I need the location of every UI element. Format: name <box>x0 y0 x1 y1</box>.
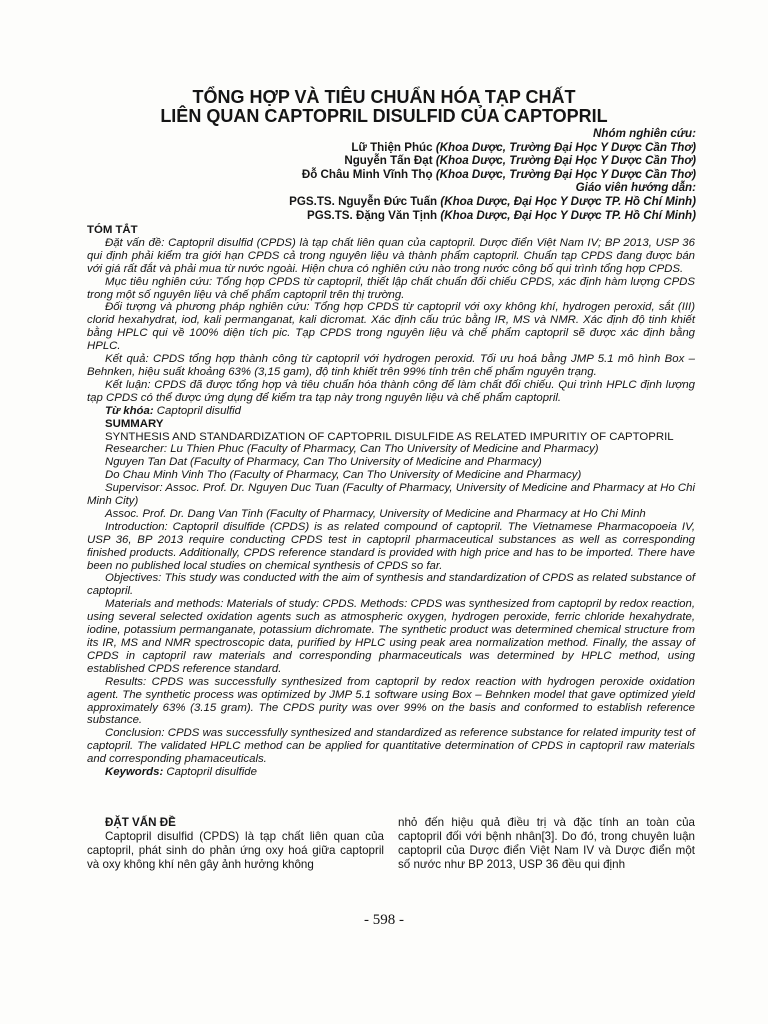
advisor-affiliation: (Khoa Dược, Đại Học Y Dược TP. Hồ Chí Minh) <box>440 194 696 208</box>
en-supervisor-line: Assoc. Prof. Dr. Dang Van Tinh (Faculty of Pharmacy, University of Medicine and Pharmacy at Ho Chi Minh <box>105 507 646 520</box>
en-researcher-line: Researcher: Lu Thien Phuc (Faculty of Pharmacy, Can Tho University of Medicine and Pharmacy) <box>105 443 599 456</box>
body-paragraph-right: nhỏ đến hiệu quả điều trị và đặc tính an toàn của captopril đối với bệnh nhân[3]. Do đó, trong chuyên luận captopril của Dược điển Việt Nam IV và Dược điển một số nước như BP 2013, USP 36 đều qui định <box>398 816 695 871</box>
en-objectives-paragraph: Objectives: This study was conducted with the aim of synthesis and standardization of CPDS as related substance of captopril. <box>87 572 695 598</box>
vn-objective-paragraph: Mục tiêu nghiên cứu: Tổng hợp CPDS từ captopril, thiết lập chất chuẩn đối chiếu CPDS, xác định hàm lượng CPDS trong một số nguyên liệu và chế phẩm captopril trên thị trường. <box>87 275 695 301</box>
author-affiliation: (Khoa Dược, Trường Đại Học Y Dược Cần Thơ) <box>435 154 696 168</box>
en-paper-title: SYNTHESIS AND STANDARDIZATION OF CAPTOPRIL DISULFIDE AS RELATED IMPURITIY OF CAPTOPRIL <box>105 430 674 443</box>
vn-abstract-heading: TÓM TẮT <box>87 224 138 236</box>
en-introduction-paragraph: Introduction: Captopril disulfide (CPDS) is as related compound of captopril. The Vietnamese Pharmacopoeia IV, USP 36, BP 2013 require conducting CPDS test in captopril pharmaceutical substances as well as corresponding finished products. Additionally, CPDS reference standard is provided with high price and has to be imported. There have been no published local studies on chemical synthesis of CPDS so far. <box>87 520 695 572</box>
en-keywords-label: Keywords: <box>105 766 164 779</box>
body-left-column <box>87 816 384 872</box>
en-abstract-heading: SUMMARY <box>105 417 164 430</box>
vn-methods-paragraph: Đối tượng và phương pháp nghiên cứu: Tổng hợp CPDS từ captopril với oxy không khí, hydrogen peroxid, sắt (III) clorid hexahydrat, iod, kali permanganat, kali dicromat. Xác định cấu trúc bằng IR, MS và NMR. Xác định độ tinh khiết bằng HPLC qui về 100% diện tích pic. Tạp CPDS trong nguyên liệu và chế phẩm captopril sẽ được xác định bằng HPLC. <box>87 301 695 353</box>
en-keywords-text: Captopril disulfide <box>163 766 257 779</box>
page-number: - 598 - <box>364 912 404 928</box>
advisor-affiliation: (Khoa Dược, Đại Học Y Dược TP. Hồ Chí Minh) <box>440 208 696 222</box>
vn-keywords-text: Captopril disulfid <box>153 404 242 417</box>
en-keywords <box>87 766 695 779</box>
en-researcher-line: Nguyen Tan Dat (Faculty of Pharmacy, Can Tho University of Medicine and Pharmacy) <box>105 456 542 469</box>
vn-intro-paragraph <box>87 237 695 276</box>
paper-title-line-2: LIÊN QUAN CAPTOPRIL DISULFID CỦA CAPTOPRIL <box>160 106 608 126</box>
author-affiliation: (Khoa Dược, Trường Đại Học Y Dược Cần Thơ) <box>435 140 696 154</box>
en-methods-paragraph: Materials and methods: Materials of study: CPDS. Methods: CPDS was synthesized from captopril by redox reaction, using several selected oxidation agents such as atmospheric oxygen, hydrogen peroxide, ferric chloride hexahydrate, iodine, potassium permanganate, potassium dichromate. The synthetic product was determined chemical structure from its IR, MS and NMR spectroscopic data, purified by HPLC using peak area normalization method. Finally, the assay of CPDS in captopril raw materials and corresponding pharmaceuticals was determined by HPLC method, using established CPDS reference standard. <box>87 598 695 675</box>
body-paragraph-left: Captopril disulfid (CPDS) là tạp chất liên quan của captopril, phát sinh do phản ứng oxy hoá giữa captopril và oxy không khí nên gây ảnh hưởng không <box>87 829 384 871</box>
author-name: Đỗ Châu Minh Vĩnh Thọ <box>301 167 433 181</box>
advisor-name: PGS.TS. Đặng Văn Tịnh <box>306 208 438 222</box>
author-line <box>136 154 696 168</box>
author-block <box>136 127 696 222</box>
advisor-label: Giáo viên hướng dẫn: <box>575 181 696 195</box>
body-columns <box>87 816 695 872</box>
advisor-name: PGS.TS. Nguyễn Đức Tuấn <box>289 194 438 208</box>
vn-conclusion-paragraph: Kết luận: CPDS đã được tổng hợp và tiêu chuẩn hóa thành công để làm chất đối chiếu. Qui trình HPLC định lượng tạp CPDS có thể được ứng dụng để kiểm tra tạp này trong nguyên liệu và chế phẩm captopril. <box>87 378 695 404</box>
author-line <box>136 168 696 182</box>
vn-keywords-label: Từ khóa: <box>105 404 154 417</box>
author-name: Nguyễn Tấn Đạt <box>344 154 433 168</box>
advisor-line <box>136 209 696 223</box>
vn-keywords <box>87 405 695 418</box>
author-name: Lữ Thiện Phúc <box>351 140 433 154</box>
paper-title-line-1: TỔNG HỢP VÀ TIÊU CHUẨN HÓA TẠP CHẤT <box>192 87 576 107</box>
en-researcher-line: Do Chau Minh Vinh Tho (Faculty of Pharmacy, Can Tho University of Medicine and Pharmacy) <box>105 469 582 482</box>
vn-intro-text: Captopril disulfid (CPDS) là tạp chất liên quan của captopril. Dược điển Việt Nam IV; BP 2013, USP 36 qui định phải kiểm tra giới hạn CPDS cả trong nguyên liệu và thành phẩm captopril. Chuẩn tạp CPDS đang được bán với giá rất đắt và phải mua từ nước ngoài. Hiện chưa có nghiên cứu nào trong nước công bố qui trình tổng hợp CPDS. <box>87 236 695 275</box>
research-group-label: Nhóm nghiên cứu: <box>593 127 696 140</box>
abstract-section <box>87 224 695 779</box>
section-heading: ĐẶT VẤN ĐỀ <box>105 816 176 829</box>
advisor-line <box>136 195 696 209</box>
en-results-paragraph: Results: CPDS was successfully synthesized from captopril by redox reaction with hydrogen peroxide oxidation agent. The synthetic process was optimized by JMP 5.1 software using Box – Behnken model that gave optimized yield approximately 63% (3.15 gram). The CPDS purity was over 99% on the basis and conformed to establish reference substance. <box>87 675 695 727</box>
en-conclusion-paragraph: Conclusion: CPDS was successfully synthesized and standardized as reference substance for related impurity test of captopril. The validated HPLC method can be applied for quantitative determination of CPDS in captopril raw materials and corresponding phamaceuticals. <box>87 727 695 766</box>
body-right-column <box>398 816 695 872</box>
vn-intro-label: Đặt vấn đề: <box>105 236 165 249</box>
author-line <box>136 141 696 155</box>
author-affiliation: (Khoa Dược, Trường Đại Học Y Dược Cần Thơ) <box>435 167 696 181</box>
en-supervisor-line: Supervisor: Assoc. Prof. Dr. Nguyen Duc Tuan (Faculty of Pharmacy, University of Medicine and Pharmacy at Ho Chi Minh City) <box>87 482 695 508</box>
vn-results-paragraph: Kết quả: CPDS tổng hợp thành công từ captopril với hydrogen peroxid. Tối ưu hoá bằng JMP 5.1 mô hình Box – Behnken, hiệu suất khoảng 63% (3,15 gam), độ tinh khiết trên 99% tính trên chế phẩm nguyên trạng. <box>87 353 695 378</box>
